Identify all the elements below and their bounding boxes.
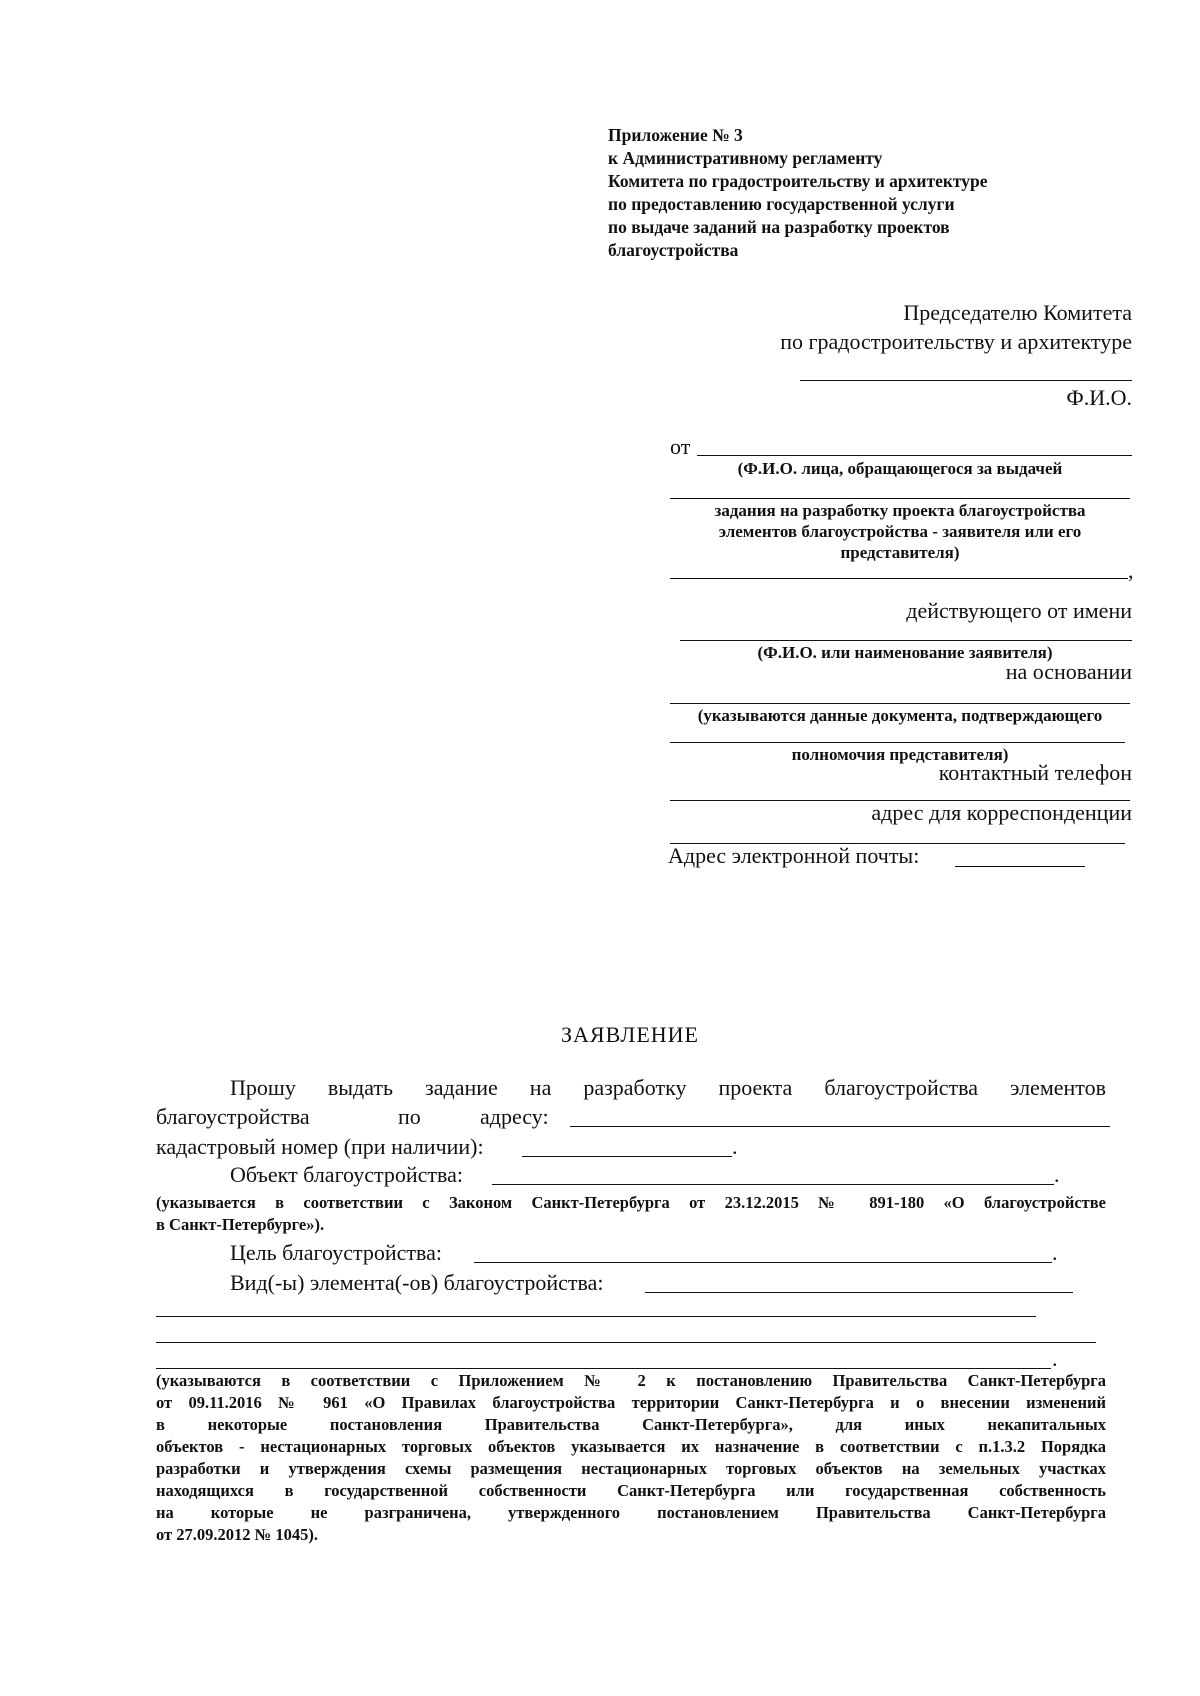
para1-line2-b: по (398, 1104, 421, 1129)
footnote-line: объектов - нестационарных торговых объектов указывается их назначение в соответствии с п.1.3.2 Порядка (156, 1437, 1106, 1456)
goal-label: Цель благоустройства: (230, 1240, 442, 1265)
blank-line (670, 578, 1128, 579)
period: . (1054, 1162, 1060, 1187)
para1-line2-c: адресу: (480, 1104, 549, 1129)
hint-doc-line2: полномочия представителя) (791, 745, 1009, 764)
cadastral-label: кадастровый номер (при наличии): (156, 1134, 484, 1159)
hint-fio-line2: задания на разработку проекта благоустройства (714, 501, 1086, 520)
address-blank-line (570, 1126, 1110, 1127)
object-blank-line (492, 1184, 1054, 1185)
acting-on-behalf: действующего от имени (906, 598, 1132, 623)
footnote (156, 1370, 1106, 1546)
hint-fio-line1: (Ф.И.О. лица, обращающегося за выдачей (737, 459, 1063, 478)
from-blank-line (697, 455, 1132, 456)
addressee-line1: Председателю Комитета (903, 300, 1132, 325)
blank-line (670, 703, 1130, 704)
appendix-line: по предоставлению государственной услуги (608, 194, 955, 214)
fio-label: Ф.И.О. (1066, 385, 1132, 410)
footnote-line: разработки и утверждения схемы размещения нестационарных торговых объектов на земельных участках (156, 1459, 1106, 1478)
fio-blank-line (800, 380, 1132, 381)
statement-title: ЗАЯВЛЕНИЕ (561, 1022, 699, 1047)
addressee-line2: по градостроительству и архитектуре (780, 329, 1132, 354)
email-blank-line (955, 866, 1085, 867)
blank-line (156, 1342, 1096, 1343)
from-label: от (670, 434, 691, 459)
appendix-line: к Административному регламенту (608, 148, 883, 168)
footnote-line: (указываются в соответствии с Приложением № 2 к постановлению Правительства Санкт-Петербурга (156, 1371, 1106, 1390)
blank-line (156, 1368, 1051, 1369)
note1-line2: в Санкт-Петербурге»). (156, 1215, 325, 1234)
blank-line (670, 498, 1130, 499)
appendix-line: Комитета по градостроительству и архитектуре (608, 171, 988, 191)
goal-blank-line (474, 1262, 1052, 1263)
kinds-blank-line (645, 1292, 1073, 1293)
footnote-line: от 27.09.2012 № 1045). (156, 1525, 318, 1544)
object-label: Объект благоустройства: (230, 1162, 463, 1187)
comma: , (1128, 558, 1134, 583)
note1-line1: (указывается в соответствии с Законом Санкт-Петербурга от 23.12.2015 № 891-180 «О благоустройстве (156, 1193, 1106, 1212)
email-label: Адрес электронной почты: (668, 843, 920, 868)
appendix-line: благоустройства (608, 240, 739, 260)
appendix-header (608, 124, 988, 262)
footnote-line: на которые не разграничена, утвержденного постановлением Правительства Санкт-Петербурга (156, 1503, 1106, 1522)
period: . (1052, 1346, 1058, 1371)
appendix-line: Приложение № 3 (608, 125, 743, 145)
blank-line (156, 1316, 1036, 1317)
footnote-line: от 09.11.2016 № 961 «О Правилах благоустройства территории Санкт-Петербурга и о внесении изменений (156, 1393, 1106, 1412)
period: . (1052, 1240, 1058, 1265)
hint-name: (Ф.И.О. или наименование заявителя) (757, 643, 1053, 662)
address-label: адрес для корреспонденции (871, 800, 1132, 825)
footnote-line: находящихся в государственной собственности Санкт-Петербурга или государственная собственность (156, 1481, 1106, 1500)
phone-label: контактный телефон (938, 760, 1132, 785)
on-basis: на основании (1005, 659, 1132, 684)
para1-line1: Прошу выдать задание на разработку проекта благоустройства элементов (230, 1075, 1106, 1100)
footnote-line: в некоторые постановления Правительства Санкт-Петербурга», для иных некапитальных (156, 1415, 1106, 1434)
hint-fio-line3: элементов благоустройства - заявителя или его (718, 522, 1082, 541)
para1-line2-a: благоустройства (156, 1104, 310, 1129)
blank-line (680, 640, 1132, 641)
cadastral-blank-line (522, 1156, 732, 1157)
blank-line (670, 742, 1125, 743)
hint-doc-line1: (указываются данные документа, подтверждающего (697, 706, 1103, 725)
appendix-line: по выдаче заданий на разработку проектов (608, 217, 950, 237)
kinds-label: Вид(-ы) элемента(-ов) благоустройства: (230, 1270, 604, 1295)
hint-fio-line4: представителя) (840, 543, 960, 562)
period: . (732, 1134, 738, 1159)
